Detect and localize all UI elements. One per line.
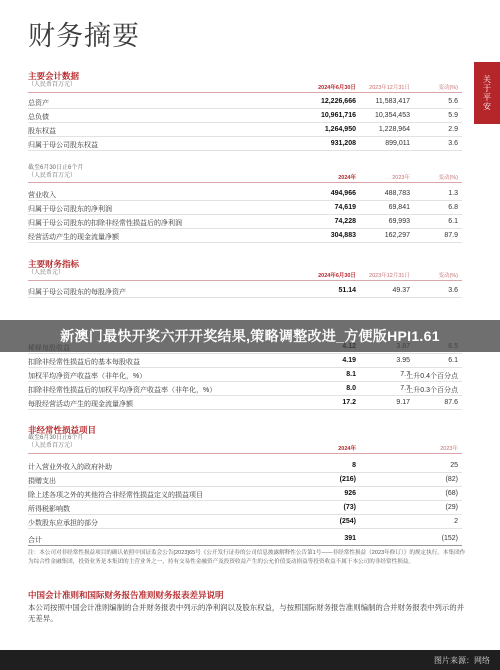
value-change: 5.9 [448,112,458,119]
value-current: 17.2 [342,399,356,406]
table-row [28,284,462,298]
value-change: 1.3 [448,190,458,197]
row-label: 扣除非经常性损益后的加权平均净资产收益率（非年化，%） [28,387,217,394]
table-row [28,109,462,123]
value-previous: 49.37 [392,287,410,294]
value-change: 6.8 [448,204,458,211]
column-header-previous: 2023年12月31日 [369,273,410,279]
section-heading-difference: 中国会计准则和国际财务报告准则财务报表差异说明 [28,590,224,600]
value-change: 87.6 [444,399,458,406]
row-label: 除上述各项之外的其他符合非经常性损益定义的损益项目 [28,492,203,499]
column-header-current: 2024年6月30日 [318,273,356,279]
table-row [28,95,462,109]
value-previous: 69,993 [388,218,410,225]
unit-note: 截至6月30日止6个月 （人民币百万元） [28,165,84,179]
value-previous: (82) [445,476,458,483]
column-header-previous: 2023年 [440,446,458,452]
row-label: 扣除非经常性损益后的基本每股收益 [28,359,140,366]
table-row [28,396,462,410]
value-current: 391 [344,535,356,542]
row-label: 经营活动产生的现金流量净额 [28,234,119,241]
row-label: 归属于母公司股东的每股净资产 [28,289,126,296]
table-row [28,487,462,501]
section-heading-indicators: 主要财务指标 [28,259,80,269]
page-title: 财务摘要 [28,21,140,52]
table-row [28,215,462,229]
table-row [28,382,462,396]
value-previous: 2 [454,518,458,525]
table-header [28,270,462,281]
table-row [28,368,462,382]
difference-paragraph: 本公司按照中国会计准则编制的合并财务报表中列示的净利润以及股东权益，与按照国际财务报告准则编制的合并财务报表中列示的并无差异。 [28,603,465,623]
value-previous: 11,583,417 [375,98,410,105]
footnote: 注：本公司对非经常性损益项目的确认依照中国证监会公告[2023]65号《公开发行证券的公司信息披露解释性公告第1号——非经常性损益（2023年修订）》的规定执行。本集团作为综合性金融集团，投资业务是本集团的主营业务之一，持有交易性金融资产及投资收益产生的公允价值变动损益等投资收益不属于本公司的非经常性损益。 [28,550,466,565]
row-label: 每股经营活动产生的现金流量净额 [28,401,133,408]
value-previous: 3.95 [396,357,410,364]
table-row [28,473,462,487]
value-current: 494,966 [330,190,356,197]
value-change: 上升0.3个百分点 [406,387,458,394]
value-current: 8.1 [346,371,356,378]
value-current: (73) [343,504,356,511]
unit-note: （人民币百万元） [28,82,77,88]
table-row [28,354,462,368]
row-label: 加权平均净资产收益率（非年化，%） [28,373,147,380]
section-heading-non-recurring: 非经常性损益项目 [28,425,97,435]
row-label: 合计 [28,537,42,544]
value-previous: 162,297 [384,232,410,239]
table-row [28,123,462,137]
value-current: 4.19 [342,357,356,364]
unit-note: 截至6月30日止6个月 （人民币百万元） [28,435,84,449]
value-previous: (68) [445,490,458,497]
column-header-change: 变动(%) [438,273,458,279]
value-current: 931,208 [330,140,356,147]
side-tab[interactable]: 关于平安 [474,62,500,124]
unit-note: （人民币元） [28,270,65,276]
section-heading-key-data: 主要会计数据 [28,71,80,81]
value-change: 上升0.4个百分点 [406,373,458,380]
table-header [28,82,462,93]
table-row [28,515,462,529]
value-current: (254) [339,518,356,525]
value-previous: 7.7 [400,371,410,378]
value-current: 51.14 [338,287,356,294]
table-row [28,459,462,473]
column-header-current: 2024年 [338,446,356,452]
value-current: 74,619 [334,204,356,211]
value-current: (216) [339,476,356,483]
column-header-current: 2024年6月30日 [318,85,356,91]
table-row [28,501,462,515]
table-header [28,443,462,454]
banner-text: 新澳门最快开奖六开开奖结果,策略调整改进_方便版HPI1.61 [60,328,440,344]
table-row [28,201,462,215]
row-label: 总负债 [28,114,49,121]
value-previous: 899,011 [385,140,410,147]
value-current: 8.0 [346,385,356,392]
value-previous: 9.17 [396,399,410,406]
column-header-previous: 2023年12月31日 [369,85,410,91]
value-previous: 69,841 [388,204,410,211]
value-change: 3.6 [448,287,458,294]
row-label: 少数股东应承担的部分 [28,520,98,527]
table-row [28,187,462,201]
value-previous: 7.7 [400,385,410,392]
table-row [28,137,462,151]
value-current: 926 [344,490,356,497]
value-change: 3.6 [448,140,458,147]
value-change: 6.1 [448,357,458,364]
value-previous: (152) [441,535,458,542]
column-header-change: 变动(%) [438,175,458,181]
value-change: 6.1 [448,218,458,225]
row-label: 计入营业外收入的政府补助 [28,464,112,471]
value-current: 1,264,950 [324,126,356,133]
table-header [28,172,462,183]
value-previous: 488,783 [384,190,410,197]
value-previous: 1,228,964 [378,126,410,133]
row-label: 归属于母公司股东权益 [28,142,98,149]
value-current: 304,883 [330,232,356,239]
overlay-banner[interactable] [0,320,500,352]
column-header-change: 变动(%) [438,85,458,91]
row-label: 营业收入 [28,192,56,199]
row-label: 总资产 [28,100,49,107]
row-label: 归属于母公司股东的扣除非经常性损益后的净利润 [28,220,182,227]
value-current: 10,961,716 [320,112,356,119]
footer-bar [0,650,500,670]
value-current: 12,226,666 [320,98,356,105]
row-label: 捐赠支出 [28,478,56,485]
value-change: 2.9 [448,126,458,133]
value-previous: 10,354,453 [374,112,410,119]
value-change: 5.6 [448,98,458,105]
table-row [28,229,462,243]
row-label: 所得税影响数 [28,506,70,513]
image-credit: 图片来源：网络 [434,656,490,665]
value-previous: (29) [445,504,458,511]
table-row-total [28,532,462,546]
value-current: 8 [352,462,356,469]
value-change: 87.9 [444,232,458,239]
value-previous: 25 [450,462,458,469]
value-current: 74,228 [334,218,356,225]
column-header-current: 2024年 [338,175,356,181]
row-label: 股东权益 [28,128,56,135]
column-header-previous: 2023年 [392,175,410,181]
row-label: 归属于母公司股东的净利润 [28,206,112,213]
